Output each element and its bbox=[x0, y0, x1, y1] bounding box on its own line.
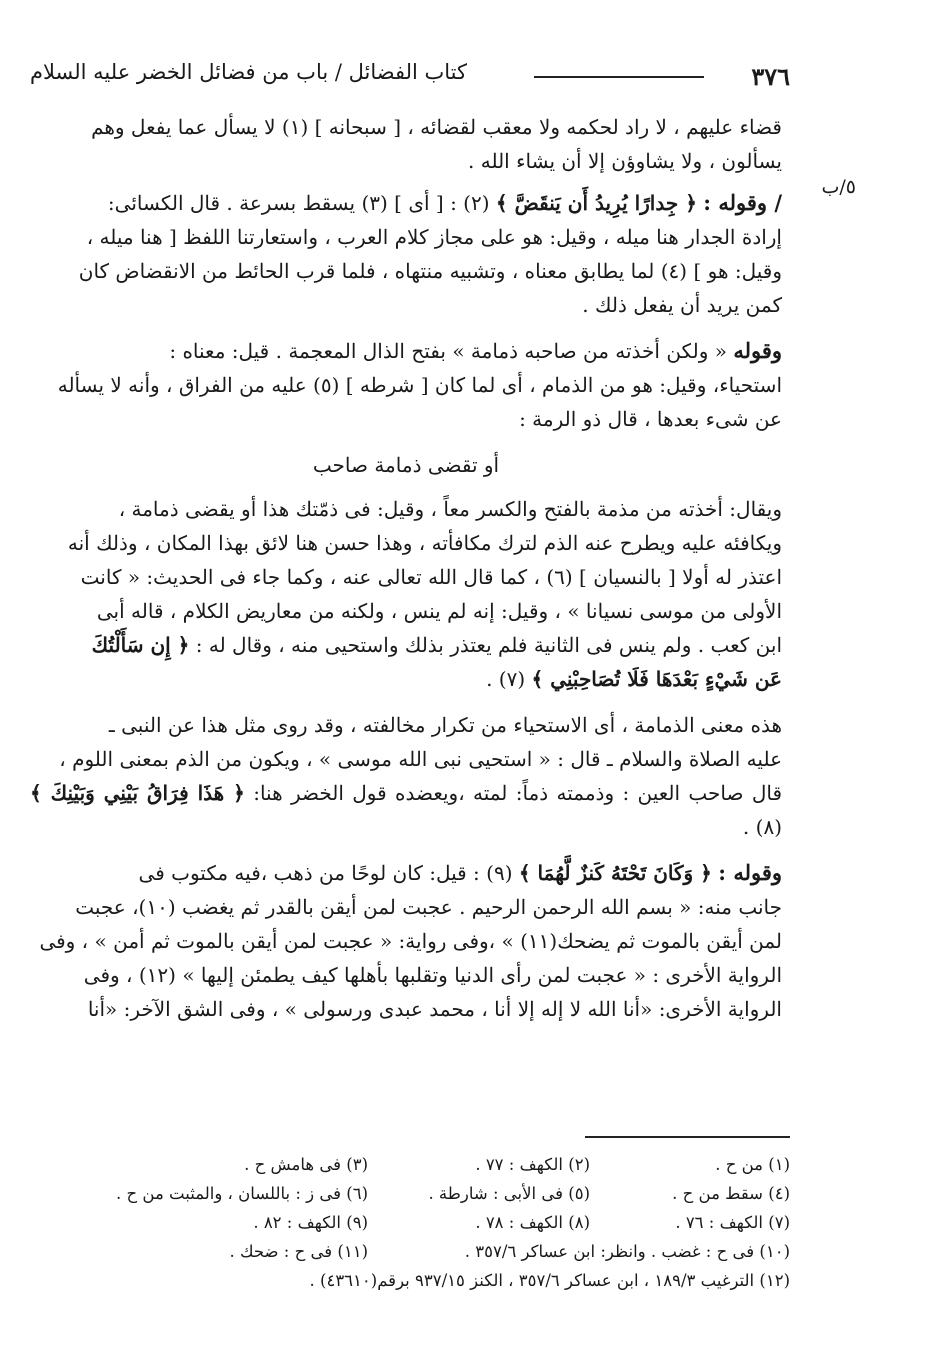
footnote-row bbox=[30, 1179, 790, 1208]
text-line: هذه معنى الذمامة ، أى الاستحياء من تكرار مخالفته ، وقد روى مثل هذا عن النبى ـ bbox=[108, 713, 782, 737]
text-run: (٩) : قيل: كان لوحًا من ذهب ،فيه مكتوب فى bbox=[138, 861, 513, 885]
footnote-row bbox=[30, 1237, 790, 1266]
footnote: (٦) فى ز : باللسان ، والمثبت من ح . bbox=[116, 1184, 368, 1203]
footnote: (٥) فى الأبى : شارطة . bbox=[428, 1184, 590, 1203]
text-line: لمن أيقن بالموت ثم يضحك(١١) » ،وفى رواية: « عجبت لمن أيقن بالموت ثم أمن » ، وفى bbox=[39, 929, 782, 953]
lemma-keyword: / وقوله : bbox=[703, 190, 782, 215]
paragraph-5 bbox=[30, 708, 782, 844]
footnote: (٣) فى هامش ح . bbox=[244, 1155, 368, 1174]
page-number: ٣٧٦ bbox=[751, 62, 790, 91]
lemma-keyword: وقوله bbox=[733, 338, 782, 363]
footnote: (٩) الكهف : ٨٢ . bbox=[253, 1213, 368, 1232]
quran-quote: ﴿ إِن سَأَلْتُكَ bbox=[91, 633, 190, 657]
footnote: (١) من ح . bbox=[715, 1155, 790, 1174]
text-line: عن شىء بعدها ، قال ذو الرمة : bbox=[519, 407, 782, 431]
chapter-title: كتاب الفضائل / باب من فضائل الخضر عليه السلام bbox=[30, 60, 468, 84]
lemma-keyword: وقوله : bbox=[718, 860, 782, 885]
text-line bbox=[30, 776, 782, 844]
text-line: ويقال: أخذته من مذمة بالفتح والكسر معاً ، وقيل: فى ذمّتك هذا أو يقضى ذمامة ، bbox=[118, 497, 782, 521]
footnote-row bbox=[30, 1266, 790, 1295]
text-line bbox=[30, 856, 782, 890]
text-line: اعتذر له أولا [ بالنسيان ] (٦) ، كما قال الله تعالى عنه ، وكما جاء فى الحديث: « كانت bbox=[80, 565, 782, 589]
text-run: (٢) : [ أى ] (٣) يسقط بسرعة . قال الكسائى: bbox=[107, 191, 490, 215]
footnote: (٤) سقط من ح . bbox=[672, 1184, 790, 1203]
footnote: (٨) الكهف : ٧٨ . bbox=[475, 1213, 590, 1232]
main-text bbox=[30, 110, 782, 1038]
footnote: (٧) الكهف : ٧٦ . bbox=[675, 1213, 790, 1232]
text-run: (٨) . bbox=[742, 815, 782, 839]
text-line: وقيل: هو ] (٤) لما يطابق معناه ، وتشبيه منتهاه ، فلما قرب الحائط من الانقضاض كان bbox=[78, 259, 782, 283]
text-run: ابن كعب . ولم ينس فى الثانية فلم يعتذر بذلك واستحيى منه ، وقال له : bbox=[195, 633, 782, 657]
footnote: (١١) فى ح : ضحك . bbox=[229, 1242, 368, 1261]
text-line: جانب منه: « بسم الله الرحمن الرحيم . عجبت لمن أيقن بالقدر ثم يغضب (١٠)، عجبت bbox=[75, 895, 782, 919]
footnote-row bbox=[30, 1208, 790, 1237]
text-line: استحياء، وقيل: هو من الذمام ، أى لما كان [ شرطه ] (٥) عليه من الفراق ، وأنه لا يسأله bbox=[57, 373, 782, 397]
paragraph-3 bbox=[30, 334, 782, 436]
text-line: الرواية الأخرى: «أنا الله لا إله إلا أنا ، محمد عبدى ورسولى » ، وفى الشق الآخر: «أنا bbox=[87, 997, 782, 1021]
text-line: ويكافئه عليه ويطرح عنه الذم لترك مكافأته ، وهذا حسن هنا لائق بهذا المكان ، وذلك أنه bbox=[67, 531, 782, 555]
footnote: (١٢) الترغيب ١٨٩/٣ ، ابن عساكر ٣٥٧/٦ ، الكنز ٩٣٧/١٥ برقم(٤٣٦١٠) . bbox=[309, 1271, 790, 1290]
text-line: الرواية الأخرى : « عجبت لمن رأى الدنيا وتقلبها بأهلها كيف يطمئن إليها » (١٢) ، وفى bbox=[83, 963, 782, 987]
text-line bbox=[30, 628, 782, 662]
footnote-separator bbox=[585, 1136, 790, 1138]
paragraph-6 bbox=[30, 856, 782, 1026]
paragraph-2 bbox=[30, 186, 782, 322]
quran-quote: ﴿ هَذَا فِرَاقُ بَيْنِي وَبَيْنِكَ ﴾ bbox=[30, 781, 245, 805]
footnote: (١٠) فى ح : غضب . وانظر: ابن عساكر ٣٥٧/٦ . bbox=[464, 1242, 790, 1261]
text-line bbox=[30, 334, 782, 368]
text-run: (٧) . bbox=[486, 667, 526, 691]
running-header bbox=[30, 56, 790, 96]
quran-quote: ﴿ وَكَانَ تَحْتَهُ كَنزٌ لَّهُمَا ﴾ bbox=[518, 861, 712, 885]
footnote: (٢) الكهف : ٧٧ . bbox=[475, 1155, 590, 1174]
manuscript-folio-note: ٥/ب bbox=[821, 176, 856, 198]
text-line: كمن يريد أن يفعل ذلك . bbox=[582, 293, 782, 317]
text-line: الأولى من موسى نسيانا » ، وقيل: إنه لم ينس ، ولكنه من معاريض الكلام ، قاله أبى bbox=[96, 599, 782, 623]
text-line: يسألون ، ولا يشاوؤن إلا أن يشاء الله . bbox=[468, 149, 782, 173]
text-run: « ولكن أخذته من صاحبه ذمامة » بفتح الذال المعجمة . قيل: معناه : bbox=[169, 339, 727, 363]
text-line: عليه الصلاة والسلام ـ قال : « استحيى نبى الله موسى » ، ويكون من الذم بمعنى اللوم ، bbox=[59, 747, 782, 771]
poetry-verse: أو تقضى ذمامة صاحب bbox=[312, 453, 500, 477]
header-rule bbox=[534, 76, 704, 78]
text-line: قضاء عليهم ، لا راد لحكمه ولا معقب لقضائه ، [ سبحانه ] (١) لا يسأل عما يفعل وهم bbox=[91, 115, 782, 139]
text-line bbox=[30, 186, 782, 220]
footnote-row bbox=[30, 1150, 790, 1179]
quran-quote: ﴿ جِدارًا يُرِيدُ أَن يَنقَضَّ ﴾ bbox=[495, 191, 697, 215]
text-line: إرادة الجدار هنا ميله ، وقيل: هو على مجاز كلام العرب ، واستعارتنا اللفظ [ هنا ميله ، bbox=[86, 225, 782, 249]
quran-quote: عَن شَيْءٍ بَعْدَهَا فَلَا تُصَاحِبْنِي ﴾ bbox=[531, 667, 782, 691]
paragraph-4 bbox=[30, 492, 782, 696]
footnotes bbox=[30, 1150, 790, 1295]
text-run: قال صاحب العين : وذممته ذماً: لمته ،ويعضده قول الخضر هنا: bbox=[253, 781, 783, 805]
paragraph-1 bbox=[30, 110, 782, 178]
text-line bbox=[30, 662, 782, 696]
